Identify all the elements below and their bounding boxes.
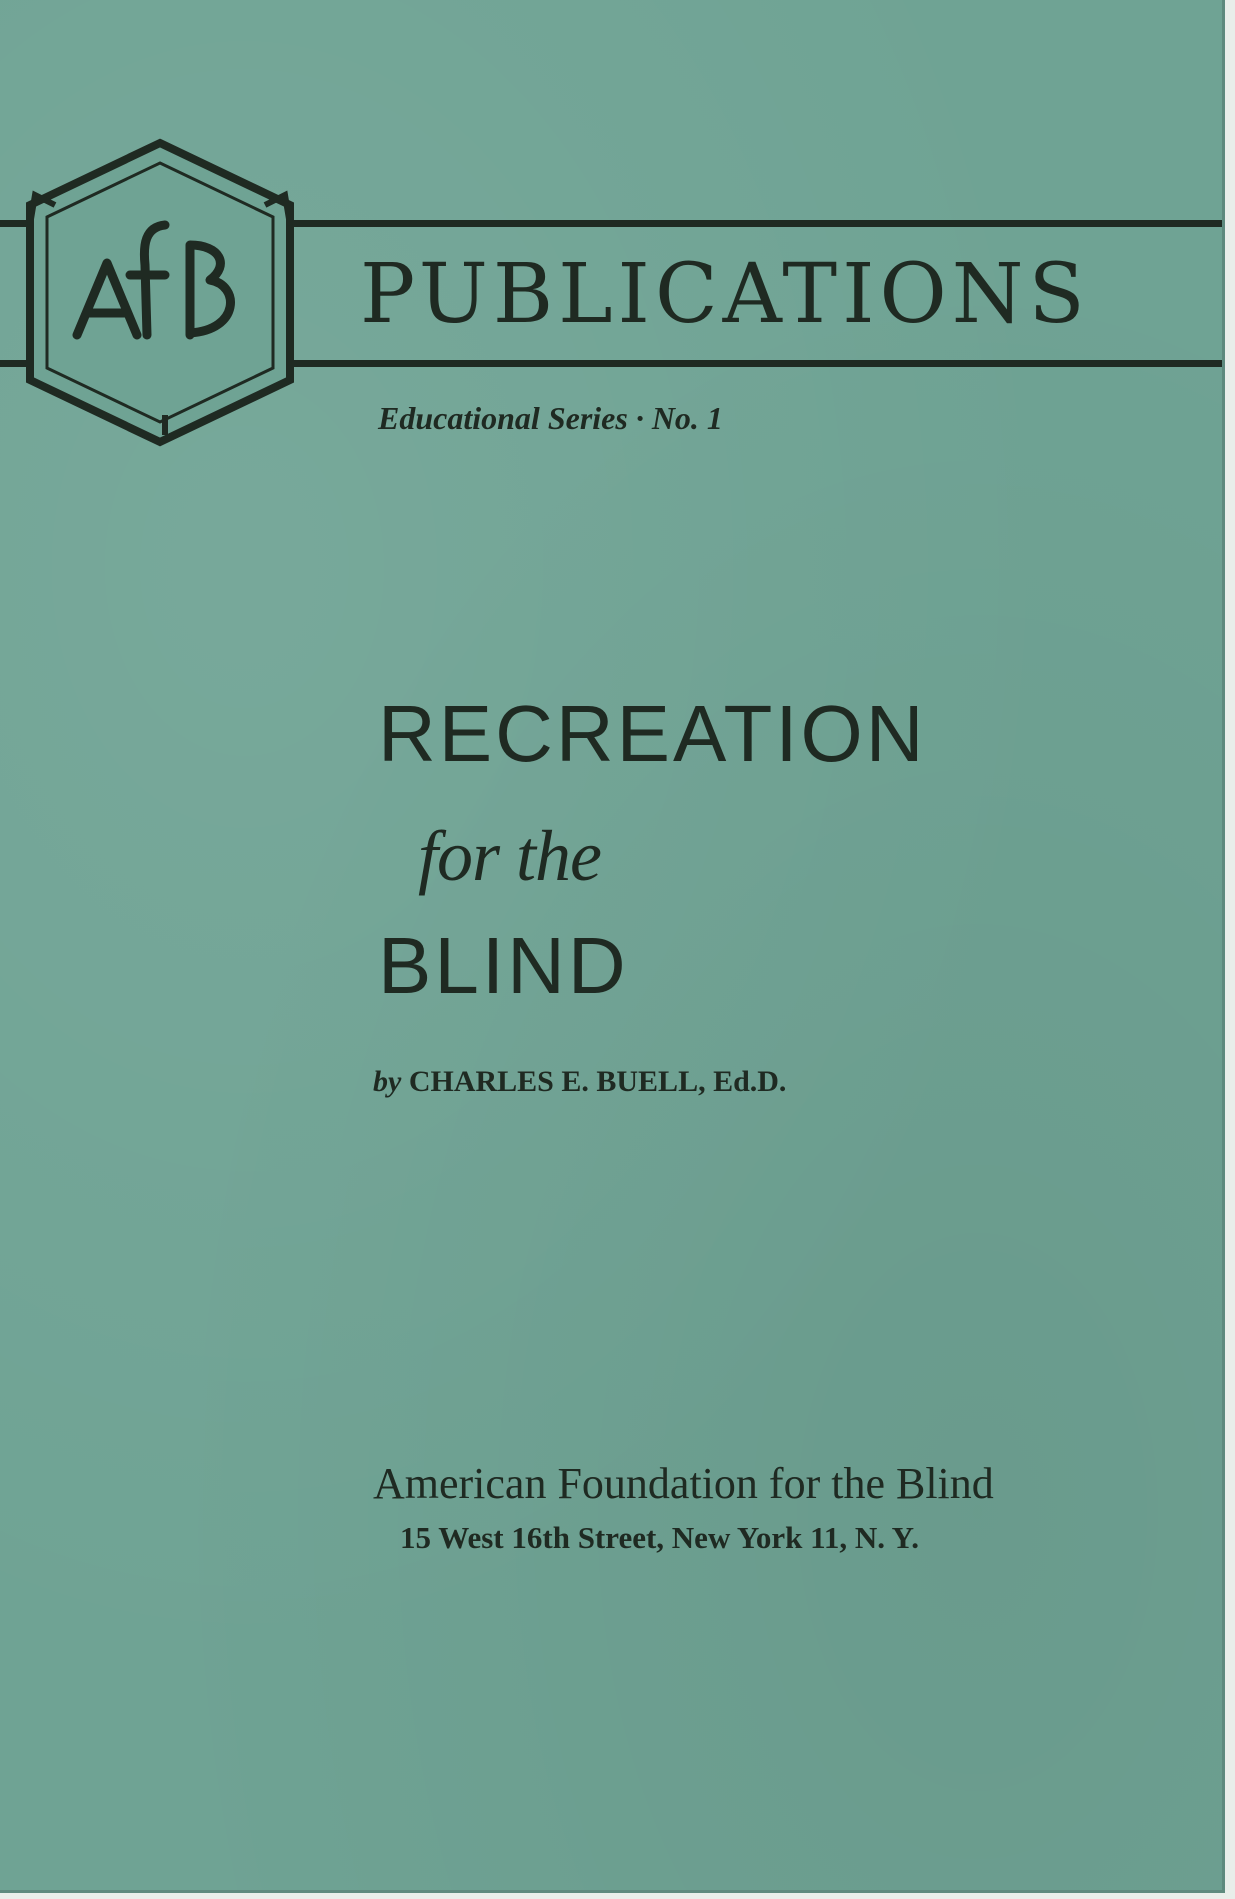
author-name: CHARLES E. BUELL, Ed.D. — [408, 1065, 787, 1098]
title-blind: BLIND — [378, 921, 629, 1010]
title-recreation: RECREATION — [378, 689, 927, 778]
author-line — [373, 1065, 786, 1099]
afb-hexagon-logo — [15, 135, 305, 450]
educational-series-label: Educational Series · No. 1 — [378, 400, 723, 436]
publications-heading: PUBLICATIONS — [360, 247, 1090, 342]
title-for-the: for the — [418, 816, 601, 896]
author-prefix: by — [373, 1065, 402, 1098]
publisher-name: American Foundation for the Blind — [373, 1459, 994, 1508]
publisher-address: 15 West 16th Street, New York 11, N. Y. — [400, 1520, 919, 1555]
